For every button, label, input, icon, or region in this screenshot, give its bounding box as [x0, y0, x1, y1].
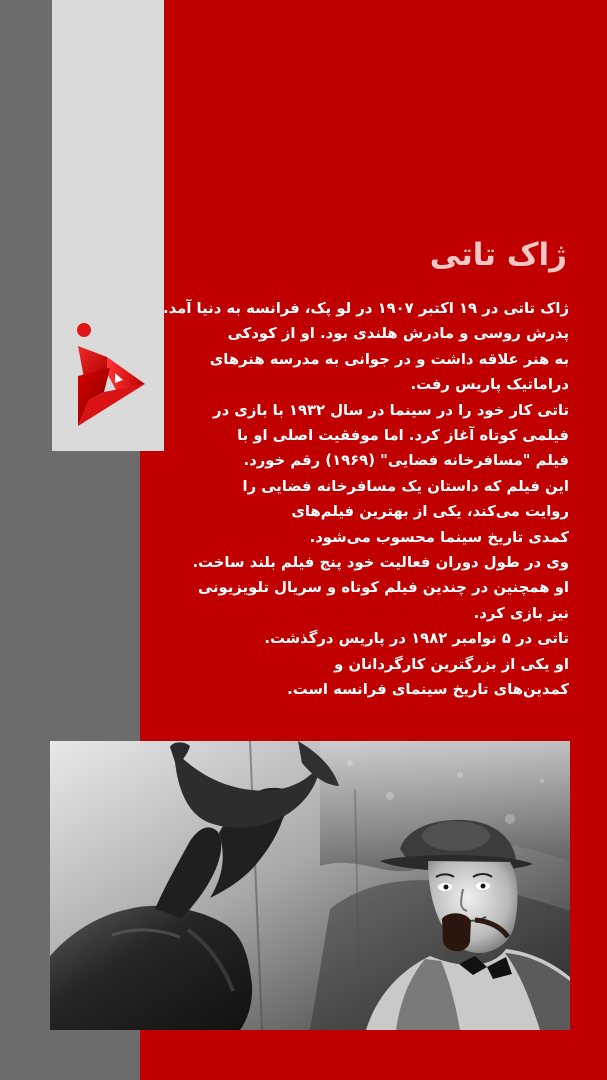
- body-line: پدرش روسی و مادرش هلندی بود. او از کودکی: [227, 325, 569, 343]
- body-line: فیلم "مسافرخانه فضایی" (۱۹۶۹) رقم خورد.: [243, 452, 569, 470]
- body-line: تاتی در ۵ نوامبر ۱۹۸۲ در پاریس درگذشت.: [264, 630, 569, 648]
- body-line: کمدی تاریخ سینما محسوب می‌شود.: [309, 528, 569, 546]
- body-line: او همچنین در چندین فیلم کوتاه و سریال تلویزیونی: [198, 579, 569, 597]
- body-line: کمدین‌های تاریخ سینمای فرانسه است.: [287, 681, 569, 699]
- photo-illustration-icon: [50, 741, 570, 1030]
- brand-logo-icon: [73, 320, 149, 430]
- biography-text: [163, 296, 569, 703]
- body-line: وی در طول دوران فعالیت خود پنج فیلم بلند ساخت.: [192, 554, 569, 572]
- portrait-photo: [50, 741, 570, 1030]
- page-title: ژاک تاتی: [429, 237, 567, 273]
- body-line: نیز بازی کرد.: [473, 604, 569, 622]
- body-line: ژاک تاتی در ۱۹ اکتبر ۱۹۰۷ در لو پک، فرانسه به دنیا آمد.: [163, 300, 569, 317]
- body-line: فیلمی کوتاه آغاز کرد. اما موفقیت اصلی او با: [237, 427, 569, 445]
- body-line: روایت می‌کند، یکی از بهترین فیلم‌های: [291, 503, 569, 521]
- body-line: او یکی از بزرگترین کارگردانان و: [334, 655, 569, 673]
- body-line: تاتی کار خود را در سینما در سال ۱۹۳۲ با بازی در: [213, 401, 569, 419]
- body-line: دراماتیک پاریس رفت.: [410, 376, 569, 394]
- body-line: این فیلم که داستان یک مسافرخانه فضایی را: [242, 477, 569, 495]
- body-line: به هنر علاقه داشت و در جوانی به مدرسه هنرهای: [209, 350, 569, 368]
